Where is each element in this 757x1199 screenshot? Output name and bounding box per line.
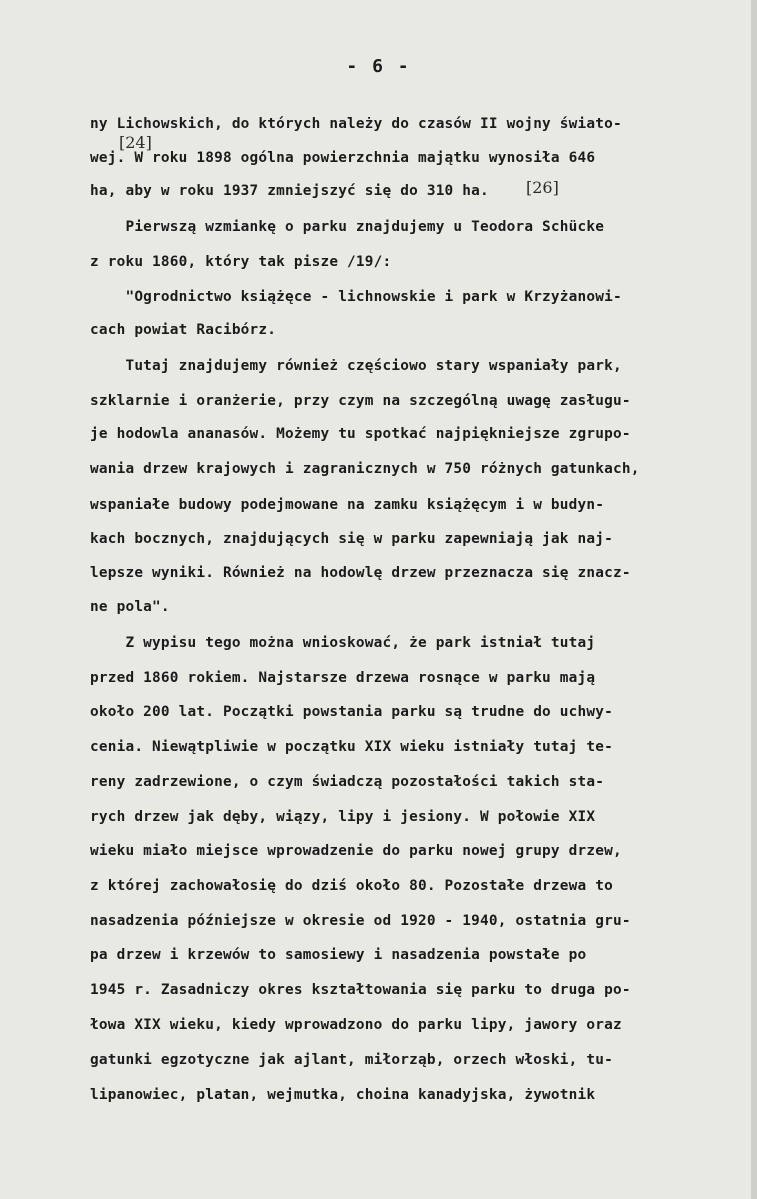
text-line: lipanowiec, platan, wejmutka, choina kanadyjska, żywotnik	[90, 1087, 596, 1103]
text-line: 1945 r. Zasadniczy okres kształtowania się parku to druga po-	[90, 982, 631, 998]
footnote-reference-26: [26]	[526, 178, 559, 197]
text-line: nasadzenia późniejsze w okresie od 1920 - 1940, ostatnia gru-	[90, 913, 631, 929]
text-line: kach bocznych, znajdujących się w parku zapewniają jak naj-	[90, 531, 613, 547]
text-line: je hodowla ananasów. Możemy tu spotkać najpiękniejsze zgrupo-	[90, 426, 631, 442]
text-line: cenia. Niewątpliwie w początku XIX wieku istniały tutaj te-	[90, 739, 613, 755]
text-line: przed 1860 rokiem. Najstarsze drzewa rosnące w parku mają	[90, 670, 596, 686]
text-line: wieku miało miejsce wprowadzenie do parku nowej grupy drzew,	[90, 843, 622, 859]
text-line: wspaniałe budowy podejmowane na zamku książęcym i w budyn-	[90, 497, 605, 513]
text-line: ne pola".	[90, 599, 170, 615]
text-line: z której zachowałosię do dziś około 80. Pozostałe drzewa to	[90, 878, 613, 894]
text-line: około 200 lat. Początki powstania parku są trudne do uchwy-	[90, 704, 613, 720]
text-line: rych drzew jak dęby, wiązy, lipy i jesiony. W połowie XIX	[90, 809, 596, 825]
text-line: ha, aby w roku 1937 zmniejszyć się do 310 ha.	[90, 183, 489, 199]
text-line: Pierwszą wzmiankę o parku znajdujemy u Teodora Schücke	[90, 219, 605, 235]
page-edge	[751, 0, 757, 1199]
text-line: "Ogrodnictwo książęce - lichnowskie i park w Krzyżanowi-	[90, 289, 622, 305]
text-line: Tutaj znajdujemy również częściowo stary wspaniały park,	[90, 358, 622, 374]
text-line: lepsze wyniki. Również na hodowlę drzew przeznacza się znacz-	[90, 565, 631, 581]
text-line: ny Lichowskich, do których należy do czasów II wojny świato-	[90, 116, 622, 132]
text-line: szklarnie i oranżerie, przy czym na szczególną uwagę zasługu-	[90, 393, 631, 409]
text-line: reny zadrzewione, o czym świadczą pozostałości takich sta-	[90, 774, 605, 790]
text-line: pa drzew i krzewów to samosiewy i nasadzenia powstałe po	[90, 947, 587, 963]
text-line: łowa XIX wieku, kiedy wprowadzono do parku lipy, jawory oraz	[90, 1017, 622, 1033]
footnote-reference-24: [24]	[119, 133, 152, 152]
text-line: wej. W roku 1898 ogólna powierzchnia majątku wynosiła 646	[90, 150, 596, 166]
text-line: wania drzew krajowych i zagranicznych w 750 różnych gatunkach,	[90, 461, 640, 477]
text-line: gatunki egzotyczne jak ajlant, miłorząb, orzech włoski, tu-	[90, 1052, 613, 1068]
text-line: Z wypisu tego można wnioskować, że park istniał tutaj	[90, 635, 596, 651]
text-line: cach powiat Racibórz.	[90, 322, 277, 338]
page-number: - 6 -	[346, 56, 411, 77]
text-line: z roku 1860, który tak pisze /19/:	[90, 254, 392, 270]
